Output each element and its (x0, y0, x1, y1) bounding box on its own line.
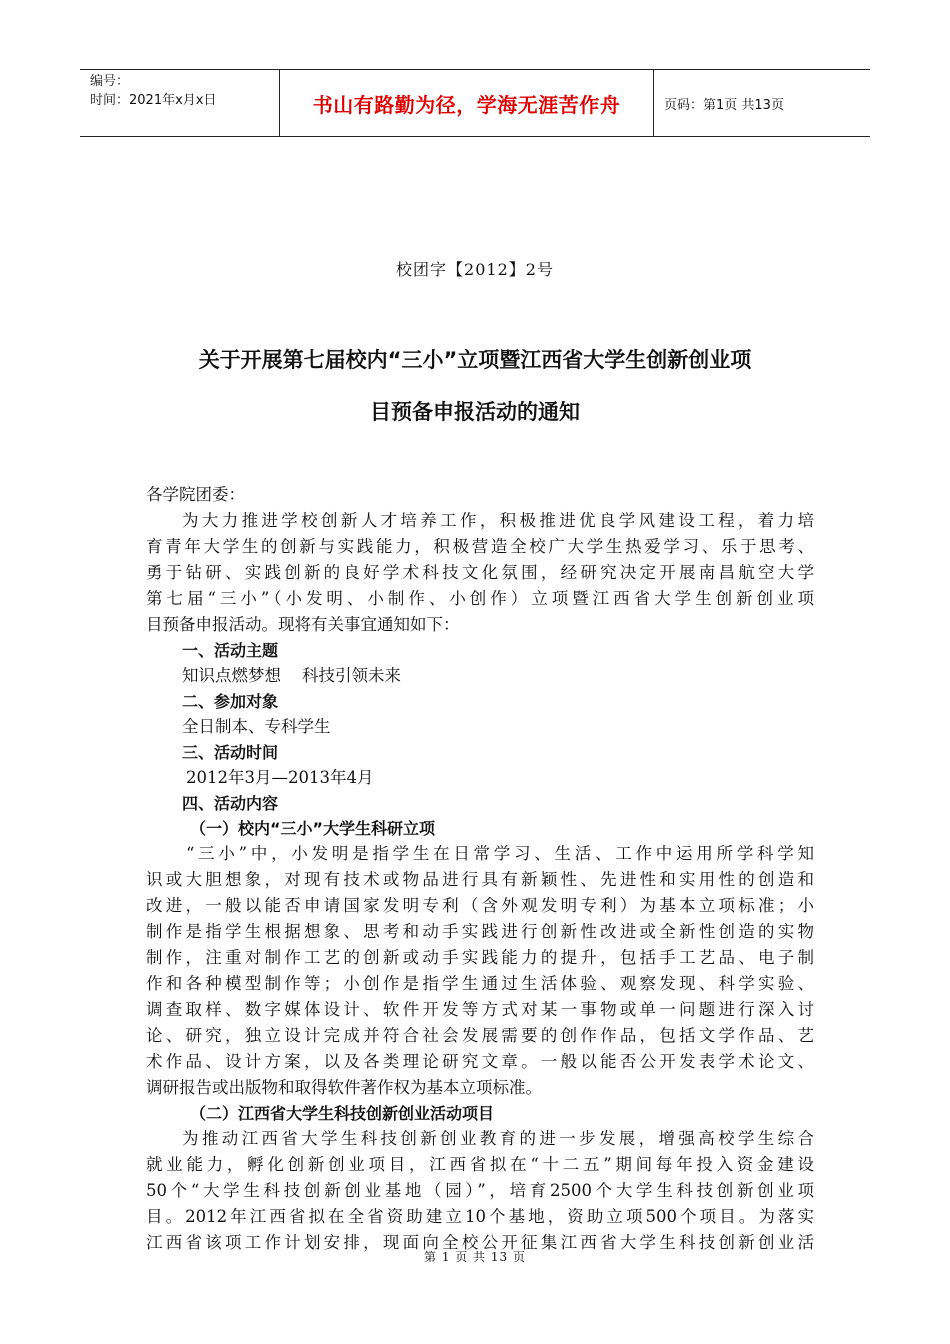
paragraph-line: 识或大胆想象，对现有技术或物品进行具有新颖性、先进性和实用性的创造和 (146, 870, 814, 889)
motto: 书山有路勤为径，学海无涯苦作舟 (280, 70, 654, 136)
paragraph-line: 为推动江西省大学生科技创新创业教育的进一步发展，增强高校学生综合 (182, 1129, 814, 1148)
title-line-1: 关于开展第七届校内“三小”立项暨江西省大学生创新创业项 (198, 348, 752, 372)
number-label: 编号： (90, 74, 130, 89)
section-text: 2012年3月—2013年4月 (186, 768, 374, 787)
paragraph-line: 作和各种模型制作等；小创作是指学生通过生活体验、观察发现、科学实验、 (146, 974, 814, 993)
date-label: 时间：2021年x月x日 (90, 93, 217, 108)
salutation: 各学院团委： (146, 485, 245, 504)
section-heading: 二、参加对象 (182, 692, 279, 711)
paragraph-line: “三小”中，小发明是指学生在日常学习、生活、工作中运用所学科学知 (186, 844, 814, 863)
paragraph-line: 制作是指学生根据想象、思考和动手实践进行创新性改进或全新性创造的实物 (146, 922, 814, 941)
paragraph-line: 调研报告或出版物和取得软件著作权为基本立项标准。 (146, 1078, 542, 1097)
subsection-heading: （二）江西省大学生科技创新创业活动项目 (190, 1104, 495, 1123)
page-info: 页码：第1页 共13页 (664, 97, 784, 113)
document-body (146, 482, 814, 1256)
paragraph-line: 目。2012年江西省拟在全省资助建立10个基地，资助立项500个项目。为落实 (146, 1207, 814, 1226)
subsection-heading: （一）校内“三小”大学生科研立项 (190, 819, 436, 838)
paragraph-line: 论、研究，独立设计完成并符合社会发展需要的创作作品，包括文学作品、艺 (146, 1026, 814, 1045)
paragraph-line: 江西省该项工作计划安排，现面向全校公开征集江西省大学生科技创新创业活 (146, 1233, 814, 1252)
paragraph-line: 改进，一般以能否申请国家发明专利（含外观发明专利）为基本立项标准；小 (146, 896, 814, 915)
section-heading: 三、活动时间 (182, 743, 279, 762)
document-number: 校团字【2012】2号 (396, 260, 554, 279)
paragraph-line: 制作，注重对制作工艺的创新或动手实践能力的提升，包括手工艺品、电子制 (146, 948, 814, 967)
section-text: 全日制本、专科学生 (182, 717, 331, 736)
header-left-cell (80, 70, 280, 136)
intro-line: 为大力推进学校创新人才培养工作，积极推进优良学风建设工程，着力培 (182, 511, 814, 530)
paragraph-line: 50个“大学生科技创新创业基地（园）”，培育2500个大学生科技创新创业项 (146, 1181, 814, 1200)
intro-line: 目预备申报活动。现将有关事宜通知如下： (146, 615, 460, 634)
section-heading: 一、活动主题 (182, 641, 279, 660)
intro-line: 勇于钻研、实践创新的良好学术科技文化氛围，经研究决定开展南昌航空大学 (146, 563, 814, 582)
section-text: 知识点燃梦想 科技引领未来 (182, 666, 401, 685)
page-footer: 第 1 页 共 13 页 (424, 1250, 526, 1264)
intro-line: 第七届“三小”（小发明、小制作、小创作）立项暨江西省大学生创新创业项 (146, 589, 814, 608)
paragraph-line: 就业能力，孵化创新创业项目，江西省拟在“十二五”期间每年投入资金建设 (146, 1155, 814, 1174)
title-line-2: 目预备申报活动的通知 (370, 400, 580, 424)
paragraph-line: 术作品、设计方案，以及各类理论研究文章。一般以能否公开发表学术论文、 (146, 1052, 814, 1071)
intro-line: 育青年大学生的创新与实践能力，积极营造全校广大学生热爱学习、乐于思考、 (146, 537, 814, 556)
paragraph-line: 调查取样、数字媒体设计、软件开发等方式对某一事物或单一问题进行深入讨 (146, 1000, 814, 1019)
header-table (80, 69, 870, 137)
section-heading: 四、活动内容 (182, 794, 279, 813)
